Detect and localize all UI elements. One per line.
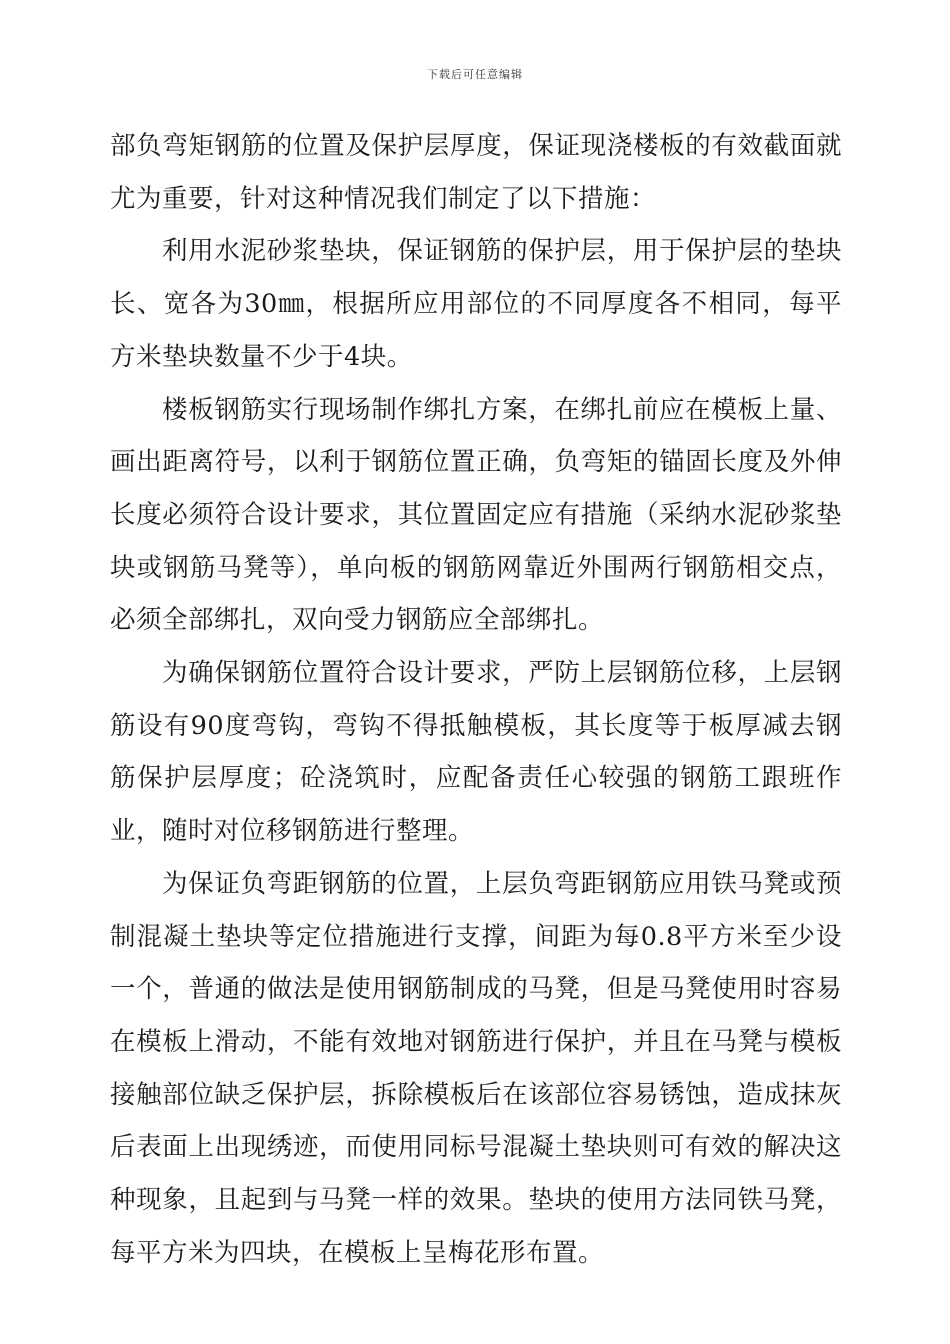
paragraph-4: 为确保钢筋位置符合设计要求，严防上层钢筋位移，上层钢筋设有90度弯钩，弯钩不得抵触模板，其长度等于板厚减去钢筋保护层厚度；砼浇筑时，应配备责任心较强的钢筋工跟班作业，随时对位移钢筋进行整理。 <box>110 658 842 847</box>
document-body <box>110 120 842 1279</box>
paragraph-5: 为保证负弯距钢筋的位置，上层负弯距钢筋应用铁马凳或预制混凝土垫块等定位措施进行支撑，间距为每0.8平方米至少设一个，普通的做法是使用钢筋制成的马凳，但是马凳使用时容易在模板上滑动，不能有效地对钢筋进行保护，并且在马凳与模板接触部位缺乏保护层，拆除模板后在该部位容易锈蚀，造成抹灰后表面上出现绣迹，而使用同标号混凝土垫块则可有效的解决这种现象，且起到与马凳一样的效果。垫块的使用方法同铁马凳，每平方米为四块，在模板上呈梅花形布置。 <box>110 868 842 1268</box>
paragraph-3: 楼板钢筋实行现场制作绑扎方案，在绑扎前应在模板上量、画出距离符号，以利于钢筋位置正确，负弯矩的锚固长度及外伸长度必须符合设计要求，其位置固定应有措施（采纳水泥砂浆垫块或钢筋马凳等），单向板的钢筋网靠近外围两行钢筋相交点，必须全部绑扎，双向受力钢筋应全部绑扎。 <box>110 394 842 636</box>
paragraph-1: 部负弯矩钢筋的位置及保护层厚度，保证现浇楼板的有效截面就尤为重要，针对这种情况我们制定了以下措施： <box>110 131 842 214</box>
paragraph-2: 利用水泥砂浆垫块，保证钢筋的保护层，用于保护层的垫块长、宽各为30㎜，根据所应用部位的不同厚度各不相同，每平方米垫块数量不少于4块。 <box>110 236 842 372</box>
header-note: 下载后可任意编辑 <box>427 68 523 81</box>
